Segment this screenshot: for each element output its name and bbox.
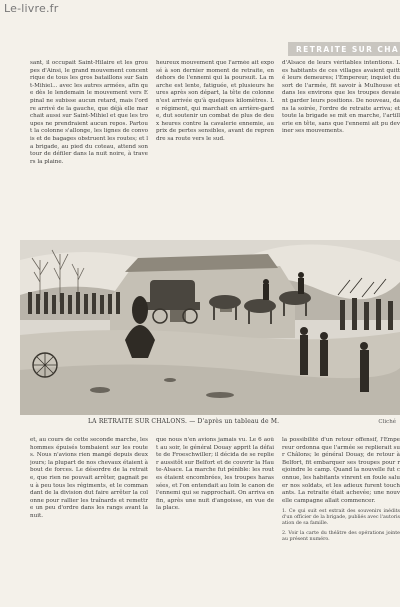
footnote: 2. Voir la carte du théâtre des opérations jointe au présent numéro. <box>282 531 400 543</box>
engraving-illustration <box>20 240 400 415</box>
text-column: et, au cours de cette seconde marche, les hommes épuisés tombaient sur les routes. Nous n'avions rien mangé depuis deux jours; la plupart de nos chevaux étaient à bout de forces. Le désordre de la retraite, que rien ne pouvait arrêter, gagnait peu à peu tous les régiments, et le commandant de la division dut faire arrêter la colonne pour rallier les traînards et remettre un peu d'ordre dans les rangs avant la nuit. <box>30 437 148 519</box>
text-column: heureux mouvement que l'armée ait exposé à son dernier moment de retraite, en dehors de l'ennemi qui la poursuit. La marche est lente, fatiguée, et plusieurs heures après son départ, la tête de colonne n'est arrivée qu'à quelques kilomètres. Le régiment, qui marchait en arrière-garde, dut soutenir un combat de plus de deux heures contre la cavalerie ennemie, au prix de pertes sensibles, avant de reprendre sa route vers le sud. <box>156 60 274 142</box>
site-watermark: Le-livre.fr <box>4 2 59 15</box>
text-column: que nous n'en avions jamais vu. Le 6 août au soir, le général Douay apprit la défaite de Froeschwiller; il décida de se replier aussitôt sur Belfort et de couvrir la Haute-Alsace. La marche fut pénible: les routes étaient encombrées, les troupes harassées, et l'on entendait au loin le canon de l'ennemi qui se rapprochait. On arriva enfin, après une nuit d'angoisse, en vue de la place. <box>156 437 274 512</box>
text-columns-bottom <box>30 437 400 605</box>
photo-credit: Cliché <box>378 419 396 425</box>
text-column <box>282 437 400 605</box>
text-column-body: la possibilité d'un retour offensif, l'Empereur ordonna que l'armée se replierait sur Châlons; le général Douay, de retour à Belfort, fit embarquer ses troupes pour rejoindre le camp. Quand la nouvelle fut connue, les habitants vinrent en foule saluer nos soldats, et les adieux furent touchants. La retraite était achevée; une nouvelle campagne allait commencer. <box>282 437 400 504</box>
text-columns-top <box>30 60 400 238</box>
running-header <box>288 42 400 56</box>
illustration-caption: LA RETRAITE SUR CHALONS. — D'après un tableau de M. <box>88 418 280 425</box>
running-title: RETRAITE SUR CHA <box>296 44 400 54</box>
text-column: sant, il occupait Saint-Hilaire et les groupes d'Ainsi, le grand mouvement concentrique de tous les gros bataillons sur Saint-Mihiel... avec les autres armées, afin que dès le lendemain le mouvement vers Epinal ne subisse aucun retard, mais l'ordre arrivé de la gauche, que déjà elle marchait aussi sur Saint-Mihiel et que les troupes ne prendraient aucun repos. Partout la colonne s'allonge, les lignes de convois et de bagages obstruent les routes; et la brigade, au pied du coteau, attend son tour de défiler dans la nuit noire, à travers la plaine. <box>30 60 148 165</box>
text-column: d'Alsace de leurs véritables intentions. Les habitants de ces villages avaient quitté leurs demeures; l'Empereur, inquiet du sort de l'armée, fit savoir à Mulhouse et dans les environs que les troupes devaient garder leurs positions. De nouveau, dans la soirée, l'ordre de retraite arriva; et toute la brigade se mit en marche, l'artillerie en tête, sans que l'ennemi ait pu deviner ses mouvements. <box>282 60 400 135</box>
footnote: 1. Ce qui suit est extrait des souvenirs inédits d'un officier de la brigade, publiés avec l'autorisation de sa famille. <box>282 509 400 527</box>
